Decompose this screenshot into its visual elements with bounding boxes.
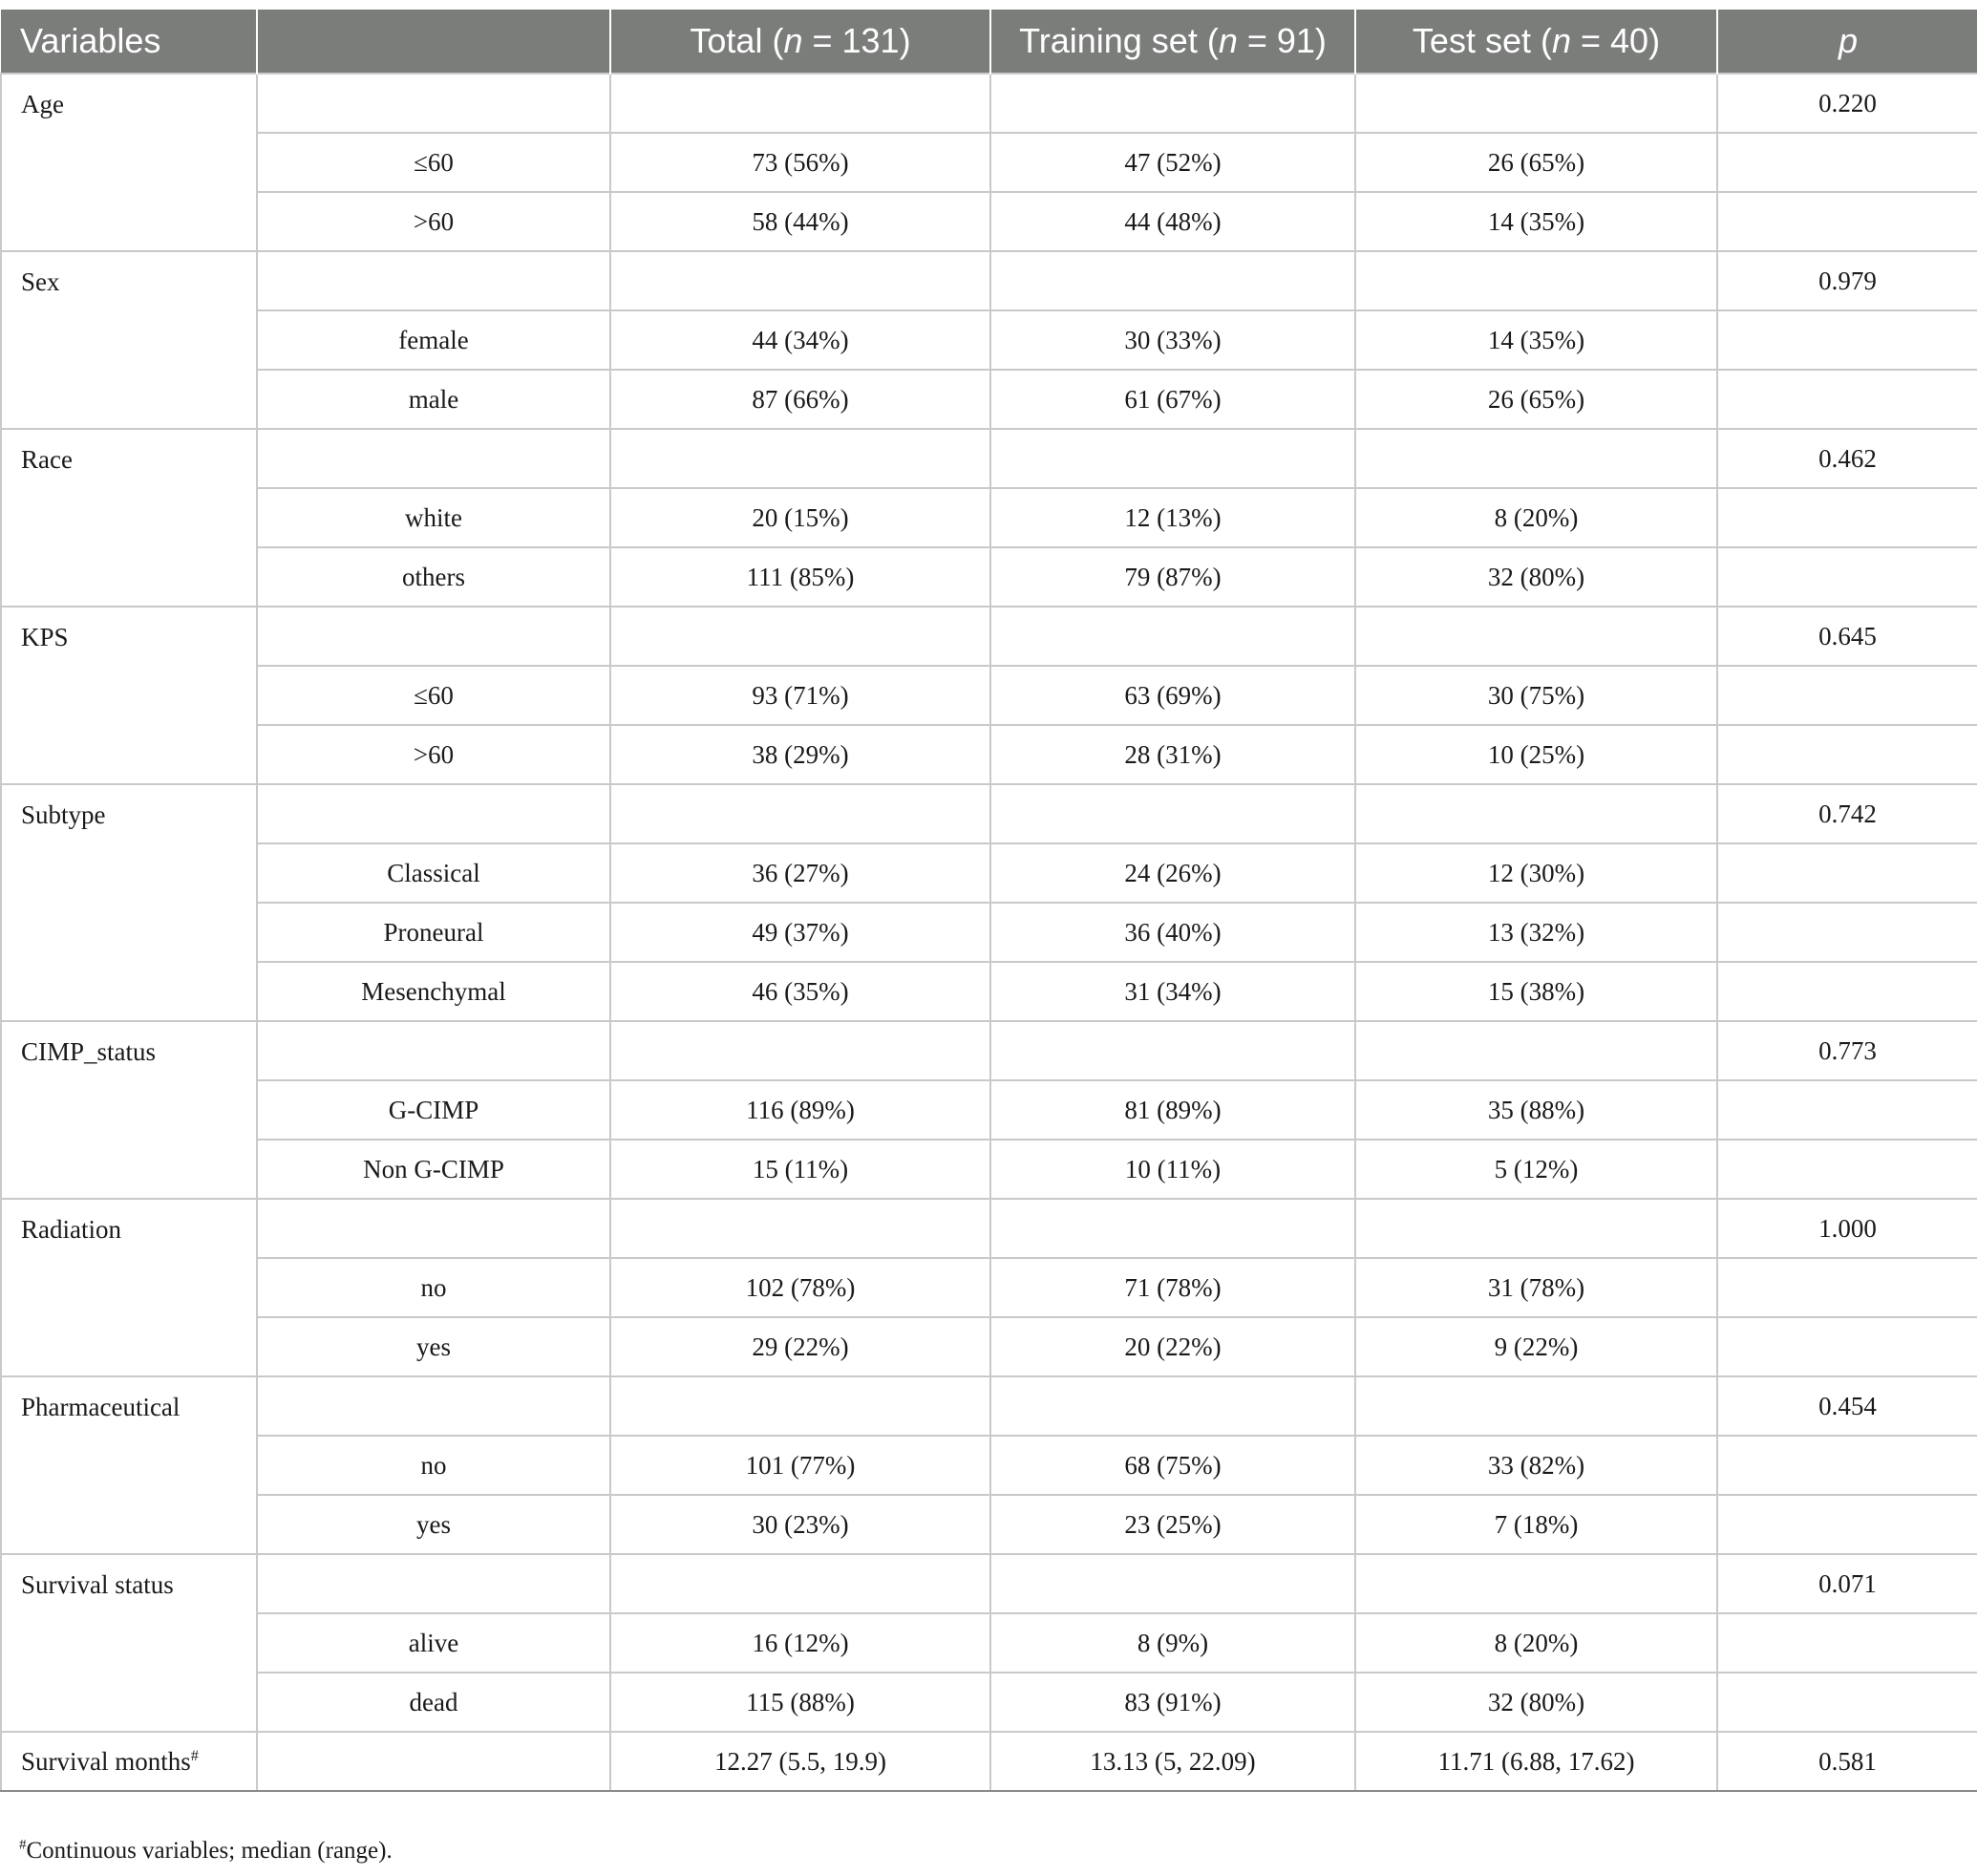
footnote (19, 1838, 393, 1865)
total-cell: 87 (66%) (610, 370, 990, 429)
test-cell: 7 (18%) (1355, 1495, 1717, 1554)
p-value: 1.000 (1717, 1199, 1977, 1258)
training-cell: 68 (75%) (990, 1436, 1355, 1495)
total-cell (610, 1554, 990, 1613)
total-cell: 30 (23%) (610, 1495, 990, 1554)
level-cell: yes (257, 1317, 610, 1376)
training-cell: 23 (25%) (990, 1495, 1355, 1554)
table-row (1, 666, 1977, 725)
p-cell (1717, 725, 1977, 784)
training-cell (990, 784, 1355, 843)
table-row (1, 1732, 1977, 1791)
table-row (1, 962, 1977, 1021)
level-cell: yes (257, 1495, 610, 1554)
p-cell (1717, 1673, 1977, 1732)
training-cell: 10 (11%) (990, 1140, 1355, 1199)
header-test-set: Test set (n = 40) (1355, 10, 1717, 74)
total-cell: 116 (89%) (610, 1080, 990, 1140)
p-cell (1717, 1140, 1977, 1199)
p-value: 0.581 (1717, 1732, 1977, 1791)
table-row (1, 1436, 1977, 1495)
training-cell (990, 1554, 1355, 1613)
p-cell (1717, 1317, 1977, 1376)
test-cell: 14 (35%) (1355, 310, 1717, 370)
test-cell: 31 (78%) (1355, 1258, 1717, 1317)
level-cell: Proneural (257, 903, 610, 962)
training-cell: 63 (69%) (990, 666, 1355, 725)
test-cell: 32 (80%) (1355, 1673, 1717, 1732)
test-cell (1355, 1554, 1717, 1613)
table-row (1, 74, 1977, 133)
table-row (1, 1199, 1977, 1258)
p-cell (1717, 133, 1977, 192)
training-cell: 13.13 (5, 22.09) (990, 1732, 1355, 1791)
total-cell (610, 1199, 990, 1258)
training-cell: 31 (34%) (990, 962, 1355, 1021)
test-cell: 13 (32%) (1355, 903, 1717, 962)
level-cell (257, 74, 610, 133)
table-row (1, 1140, 1977, 1199)
training-cell: 30 (33%) (990, 310, 1355, 370)
total-cell: 12.27 (5.5, 19.9) (610, 1732, 990, 1791)
table-row (1, 1021, 1977, 1080)
table-row (1, 133, 1977, 192)
p-cell (1717, 1613, 1977, 1673)
test-cell: 26 (65%) (1355, 370, 1717, 429)
table-row (1, 251, 1977, 310)
training-cell: 83 (91%) (990, 1673, 1355, 1732)
p-value: 0.462 (1717, 429, 1977, 488)
total-cell: 15 (11%) (610, 1140, 990, 1199)
level-cell (257, 1376, 610, 1436)
test-cell: 8 (20%) (1355, 488, 1717, 547)
level-cell: Non G-CIMP (257, 1140, 610, 1199)
variable-name: CIMP_status (1, 1021, 257, 1199)
p-cell (1717, 488, 1977, 547)
level-cell: others (257, 547, 610, 607)
total-cell (610, 429, 990, 488)
header-row (1, 10, 1977, 74)
level-cell (257, 251, 610, 310)
training-cell: 12 (13%) (990, 488, 1355, 547)
header-blank (257, 10, 610, 74)
total-cell (610, 251, 990, 310)
test-cell: 33 (82%) (1355, 1436, 1717, 1495)
test-cell: 12 (30%) (1355, 843, 1717, 903)
table-row (1, 192, 1977, 251)
table-row (1, 903, 1977, 962)
level-cell: ≤60 (257, 133, 610, 192)
table-row (1, 1495, 1977, 1554)
test-cell (1355, 784, 1717, 843)
total-cell (610, 1021, 990, 1080)
variable-name: Sex (1, 251, 257, 429)
level-cell (257, 429, 610, 488)
training-cell: 81 (89%) (990, 1080, 1355, 1140)
total-cell: 29 (22%) (610, 1317, 990, 1376)
p-cell (1717, 843, 1977, 903)
table-row (1, 1376, 1977, 1436)
test-cell (1355, 1199, 1717, 1258)
training-cell: 28 (31%) (990, 725, 1355, 784)
level-cell (257, 1199, 610, 1258)
level-cell (257, 1021, 610, 1080)
table-body (1, 74, 1977, 1791)
training-cell (990, 607, 1355, 666)
total-cell: 111 (85%) (610, 547, 990, 607)
test-cell: 15 (38%) (1355, 962, 1717, 1021)
p-value: 0.071 (1717, 1554, 1977, 1613)
p-cell (1717, 903, 1977, 962)
test-cell: 30 (75%) (1355, 666, 1717, 725)
p-cell (1717, 1258, 1977, 1317)
total-cell: 38 (29%) (610, 725, 990, 784)
level-cell (257, 607, 610, 666)
total-cell: 44 (34%) (610, 310, 990, 370)
table-row (1, 1554, 1977, 1613)
test-cell (1355, 74, 1717, 133)
test-cell: 32 (80%) (1355, 547, 1717, 607)
variable-name: Age (1, 74, 257, 251)
level-cell (257, 1732, 610, 1791)
training-cell: 8 (9%) (990, 1613, 1355, 1673)
p-value: 0.645 (1717, 607, 1977, 666)
level-cell: >60 (257, 725, 610, 784)
total-cell (610, 784, 990, 843)
level-cell: no (257, 1436, 610, 1495)
total-cell (610, 74, 990, 133)
training-cell (990, 1021, 1355, 1080)
variable-name: KPS (1, 607, 257, 784)
p-cell (1717, 962, 1977, 1021)
test-cell: 14 (35%) (1355, 192, 1717, 251)
table-row (1, 1258, 1977, 1317)
training-cell (990, 1199, 1355, 1258)
p-value: 0.454 (1717, 1376, 1977, 1436)
header-total: Total (n = 131) (610, 10, 990, 74)
variable-name: Race (1, 429, 257, 607)
table-row (1, 547, 1977, 607)
total-cell: 49 (37%) (610, 903, 990, 962)
level-cell: >60 (257, 192, 610, 251)
table-row (1, 1080, 1977, 1140)
total-cell (610, 607, 990, 666)
level-cell: ≤60 (257, 666, 610, 725)
table-row (1, 310, 1977, 370)
variable-name: Subtype (1, 784, 257, 1021)
training-cell (990, 74, 1355, 133)
total-cell: 93 (71%) (610, 666, 990, 725)
level-cell: white (257, 488, 610, 547)
table-row (1, 1613, 1977, 1673)
p-cell (1717, 310, 1977, 370)
level-cell: Mesenchymal (257, 962, 610, 1021)
test-cell (1355, 1376, 1717, 1436)
test-cell: 35 (88%) (1355, 1080, 1717, 1140)
total-cell: 36 (27%) (610, 843, 990, 903)
test-cell (1355, 251, 1717, 310)
variable-name: Pharmaceutical (1, 1376, 257, 1554)
total-cell: 115 (88%) (610, 1673, 990, 1732)
p-value: 0.773 (1717, 1021, 1977, 1080)
table-row (1, 843, 1977, 903)
header-variables: Variables (1, 10, 257, 74)
characteristics-table (0, 10, 1977, 1792)
total-cell: 20 (15%) (610, 488, 990, 547)
p-value: 0.742 (1717, 784, 1977, 843)
training-cell: 24 (26%) (990, 843, 1355, 903)
level-cell: G-CIMP (257, 1080, 610, 1140)
variable-name: Survival months# (1, 1732, 257, 1791)
training-cell (990, 429, 1355, 488)
training-cell (990, 251, 1355, 310)
footnote-mark: # (19, 1837, 27, 1853)
level-cell: Classical (257, 843, 610, 903)
level-cell: no (257, 1258, 610, 1317)
table-row (1, 725, 1977, 784)
test-cell: 26 (65%) (1355, 133, 1717, 192)
training-cell: 36 (40%) (990, 903, 1355, 962)
footnote-mark: # (190, 1746, 199, 1764)
test-cell: 10 (25%) (1355, 725, 1717, 784)
p-cell (1717, 1080, 1977, 1140)
total-cell: 102 (78%) (610, 1258, 990, 1317)
p-value: 0.220 (1717, 74, 1977, 133)
level-cell: female (257, 310, 610, 370)
p-cell (1717, 1436, 1977, 1495)
total-cell: 58 (44%) (610, 192, 990, 251)
header-p-value: p (1717, 10, 1977, 74)
training-cell: 61 (67%) (990, 370, 1355, 429)
table-row (1, 607, 1977, 666)
table-row (1, 1317, 1977, 1376)
p-cell (1717, 666, 1977, 725)
training-cell: 71 (78%) (990, 1258, 1355, 1317)
level-cell (257, 1554, 610, 1613)
p-cell (1717, 370, 1977, 429)
p-cell (1717, 547, 1977, 607)
variable-name: Survival status (1, 1554, 257, 1732)
level-cell: male (257, 370, 610, 429)
test-cell: 5 (12%) (1355, 1140, 1717, 1199)
training-cell: 20 (22%) (990, 1317, 1355, 1376)
table-row (1, 488, 1977, 547)
table-row (1, 1673, 1977, 1732)
table-row (1, 429, 1977, 488)
total-cell: 16 (12%) (610, 1613, 990, 1673)
training-cell: 44 (48%) (990, 192, 1355, 251)
test-cell (1355, 1021, 1717, 1080)
total-cell: 101 (77%) (610, 1436, 990, 1495)
test-cell: 9 (22%) (1355, 1317, 1717, 1376)
level-cell: dead (257, 1673, 610, 1732)
test-cell (1355, 429, 1717, 488)
p-cell (1717, 1495, 1977, 1554)
test-cell: 11.71 (6.88, 17.62) (1355, 1732, 1717, 1791)
total-cell: 46 (35%) (610, 962, 990, 1021)
total-cell: 73 (56%) (610, 133, 990, 192)
table-row (1, 784, 1977, 843)
training-cell (990, 1376, 1355, 1436)
test-cell (1355, 607, 1717, 666)
total-cell (610, 1376, 990, 1436)
variable-name: Radiation (1, 1199, 257, 1376)
level-cell: alive (257, 1613, 610, 1673)
training-cell: 47 (52%) (990, 133, 1355, 192)
p-value: 0.979 (1717, 251, 1977, 310)
table-row (1, 370, 1977, 429)
header-training-set: Training set (n = 91) (990, 10, 1355, 74)
training-cell: 79 (87%) (990, 547, 1355, 607)
level-cell (257, 784, 610, 843)
p-cell (1717, 192, 1977, 251)
test-cell: 8 (20%) (1355, 1613, 1717, 1673)
footnote-text: Continuous variables; median (range). (26, 1838, 393, 1864)
